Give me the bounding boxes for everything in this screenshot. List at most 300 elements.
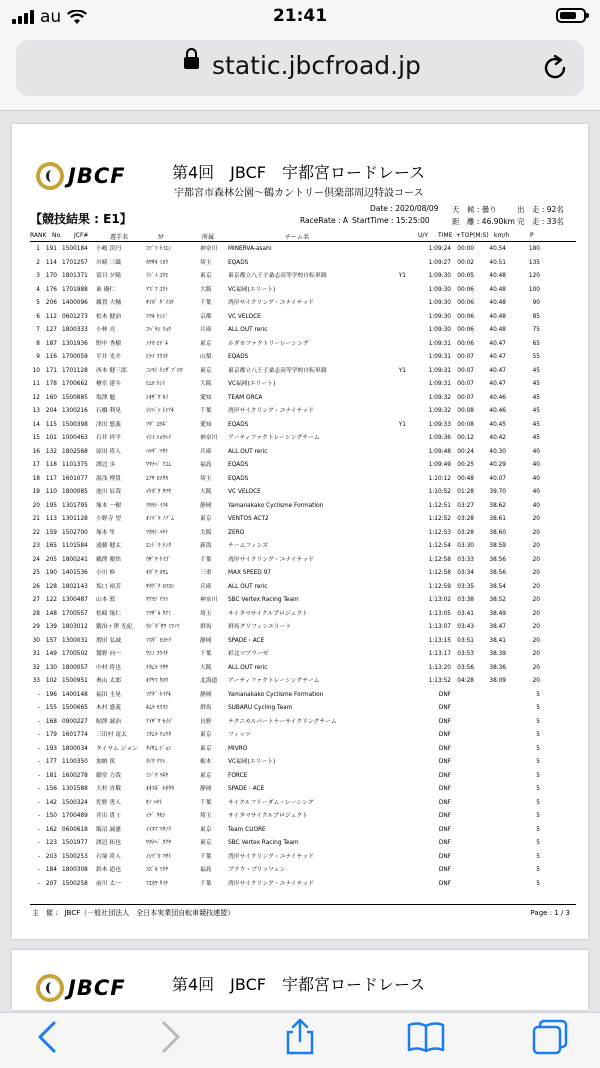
cell-bib: 165	[45, 543, 57, 549]
cell-points: 65	[532, 340, 540, 347]
cell-bib: 149	[45, 651, 57, 657]
cell-rank: 30	[32, 637, 40, 644]
cell-bib: 159	[45, 529, 57, 536]
cell-jcf-id: 1500324	[62, 799, 88, 806]
cell-speed: 38.59	[489, 543, 506, 549]
cell-jcf-id: 1301936	[62, 340, 88, 347]
cell-prefecture: 東京	[200, 840, 212, 846]
cell-speed: 40.47	[489, 354, 506, 360]
cell-prefecture: 福島	[200, 867, 212, 873]
cell-bib: 122	[45, 597, 57, 603]
cell-prefecture: 千葉	[200, 853, 212, 860]
cell-time: 1:09:30	[428, 273, 451, 279]
cell-team: 群馬グリフィンエリート	[228, 624, 292, 630]
cell-time: DNF	[438, 732, 451, 738]
cell-rider-kana: ｲｹｶﾞﾜ ﾀﾂﾔ	[146, 489, 172, 495]
cell-team: 湾岸サイクリング・ユナイテッド	[228, 556, 314, 563]
cell-speed: 40.48	[489, 313, 506, 320]
cell-jcf-id: 1700489	[62, 813, 88, 819]
cell-rider-name: 三田村 竜太	[96, 732, 127, 738]
cell-prefecture: 大阪	[200, 489, 212, 495]
cell-prefecture: 兵庫	[200, 327, 212, 333]
cell-jcf-id: 1300031	[62, 637, 88, 644]
cell-team: VC福岡(エリート)	[228, 759, 276, 765]
cell-team: VC福岡(エリート)	[228, 381, 276, 387]
cell-jcf-id: 1700662	[62, 381, 88, 387]
cell-prefecture: 神奈川	[200, 435, 218, 441]
cell-points: 100	[528, 286, 540, 293]
race-date: Date : 2020/08/09	[370, 204, 439, 213]
cell-prefecture: 神奈川	[200, 597, 218, 603]
cell-points: 5	[536, 745, 540, 752]
cell-jcf-id: 1800333	[62, 327, 88, 333]
table-row	[30, 648, 576, 662]
cell-rider-kana: ﾀｲｻﾑ ｼﾞｮﾝ	[146, 745, 172, 752]
cell-bib: 130	[45, 664, 57, 671]
cell-rider-kana: ﾄﾄﾞﾒ ﾕｳﾋ	[146, 273, 169, 279]
jbcf-logo	[36, 162, 126, 190]
cell-time: 1:09:32	[428, 408, 451, 414]
tabs-icon[interactable]	[530, 1017, 570, 1057]
cell-rider-name: 野中 秀樹	[96, 340, 122, 347]
cell-rank: -	[37, 732, 40, 738]
cell-bib: 191	[45, 246, 57, 252]
table-row	[30, 864, 576, 878]
table-row	[30, 797, 576, 811]
cell-points: 135	[528, 259, 540, 266]
table-row	[30, 378, 576, 392]
table-row	[30, 540, 576, 554]
cell-gap: 00:25	[457, 462, 474, 468]
cell-rank: 2	[36, 259, 40, 266]
table-row	[30, 743, 576, 757]
cell-time: 1:12:53	[428, 529, 451, 536]
cell-team: SBC Vertex Racing Team	[228, 597, 299, 603]
logo-text-2: JBCF	[68, 976, 126, 1000]
cell-team: ALL OUT reric	[228, 448, 268, 455]
cell-gap: 03:30	[457, 543, 474, 549]
share-icon[interactable]	[280, 1017, 320, 1057]
cell-gap: 03:43	[457, 624, 474, 630]
cell-rider-kana: ﾏｽﾀﾞ ﾋﾛﾅﾘ	[146, 637, 172, 644]
cell-points: 45	[532, 381, 540, 387]
table-row	[30, 365, 576, 379]
cell-speed: 40.48	[489, 327, 506, 333]
cell-jcf-id: 1101584	[62, 543, 88, 549]
cell-jcf-id: 0600618	[62, 826, 88, 833]
table-row	[30, 675, 576, 689]
cell-rank: 31	[32, 651, 40, 657]
cell-rank: 9	[36, 354, 40, 360]
cell-rider-kana: ﾅｶﾑﾗ ﾏｻﾔ	[146, 664, 169, 671]
cell-team: Team CUORE	[228, 826, 266, 833]
cell-rank: -	[37, 718, 40, 725]
table-row	[30, 311, 576, 325]
table-row	[30, 500, 576, 514]
bookmarks-icon[interactable]	[406, 1017, 446, 1057]
cell-time: 1:09:24	[428, 246, 451, 252]
cell-speed: 40.30	[489, 448, 506, 455]
cell-jcf-id: 1300487	[62, 597, 88, 603]
cell-team: チームフィンズ	[228, 543, 268, 549]
cell-rider-name: 平井 光介	[96, 354, 122, 360]
col-no: No.	[52, 232, 62, 239]
table-row	[30, 243, 576, 257]
cell-points: 20	[532, 678, 540, 684]
cell-rider-name: 石橋 利晃	[96, 408, 122, 414]
cell-points: 5	[536, 718, 540, 725]
cell-rank: 12	[32, 394, 40, 401]
cell-points: 5	[536, 759, 540, 765]
cell-rider-kana: ｳｻﾞﾜ ｹｲｺﾞ	[146, 556, 172, 563]
cell-jcf-id: 1500184	[62, 246, 88, 252]
cell-speed: 38.62	[489, 502, 506, 509]
cell-speed: 40.51	[489, 259, 506, 266]
table-row	[30, 608, 576, 622]
cell-bib: 156	[45, 786, 57, 792]
cell-points: 20	[532, 624, 540, 630]
cell-points: 20	[532, 516, 540, 522]
cell-rider-kana: ﾔﾏﾓﾄ ｱﾂｼ	[146, 597, 169, 603]
cell-time: 1:13:05	[428, 610, 451, 617]
cell-rider-name: 松崎 琢仁	[96, 610, 122, 617]
cell-rider-name: 鍛治ヶ澤 光紀	[96, 624, 133, 630]
cell-jcf-id: 1300216	[62, 408, 88, 414]
cell-rider-name: 御堂 力哉	[96, 772, 122, 779]
cell-time: 1:09:31	[428, 381, 451, 387]
cell-time: DNF	[438, 705, 451, 711]
table-row	[30, 351, 576, 365]
cell-speed: 38.39	[489, 651, 506, 657]
cell-team: SBC Vertex Racing Team	[228, 840, 299, 846]
cell-team: 湾岸サイクリング・ユナイテッド	[228, 853, 314, 860]
cell-rank: -	[37, 772, 40, 779]
cell-bib: 176	[45, 286, 57, 293]
cell-speed: 39.70	[489, 489, 506, 495]
cell-prefecture: 埼玉	[200, 259, 212, 266]
cell-gap: 00:12	[457, 435, 474, 441]
cell-rank: -	[37, 705, 40, 711]
footer-divider	[30, 904, 576, 905]
col-rank: RANK	[30, 232, 47, 239]
cell-uy: Y1	[398, 367, 406, 374]
cell-points: 20	[532, 637, 540, 644]
cell-time: DNF	[438, 691, 451, 698]
cell-jcf-id: 1800241	[62, 556, 88, 563]
cell-rank: 27	[32, 597, 40, 603]
cell-team: EQADS	[228, 259, 249, 266]
cell-bib: 148	[45, 610, 57, 617]
table-row	[30, 716, 576, 730]
cell-rider-kana: ﾜｼﾉ ｺｳｲﾁ	[146, 651, 169, 657]
cell-points: 5	[536, 705, 540, 711]
cell-prefecture: 東京	[200, 516, 212, 522]
cell-bib: 196	[45, 691, 57, 698]
cell-time: DNF	[438, 799, 451, 806]
address-bar[interactable]	[16, 40, 584, 96]
cell-points: 20	[532, 583, 540, 590]
back-icon[interactable]	[28, 1017, 68, 1057]
url-text: static.jbcfroad.jp	[212, 51, 421, 80]
cell-gap: 03:34	[457, 570, 474, 576]
cell-points: 90	[532, 300, 540, 306]
cell-gap: 00:05	[457, 273, 474, 279]
lock-icon	[184, 57, 199, 69]
cell-time: 1:13:07	[428, 624, 451, 630]
cell-points: 5	[536, 826, 540, 833]
cell-prefecture: 東京	[200, 273, 212, 279]
cell-time: 1:10:12	[428, 475, 451, 482]
cell-bib: 155	[45, 705, 57, 711]
cell-team: EQADS	[228, 475, 249, 482]
results-heading: 【競技結果 : E1】	[30, 212, 132, 226]
cell-speed: 38.47	[489, 624, 506, 630]
cell-jcf-id: 1500258	[62, 880, 88, 887]
cell-points: 20	[532, 610, 540, 617]
cell-time: DNF	[438, 813, 451, 819]
cell-bib: 184	[45, 867, 57, 873]
table-row	[30, 446, 576, 460]
cell-prefecture: 山梨	[200, 354, 212, 360]
cell-points: 20	[532, 664, 540, 671]
carrier-label: au	[40, 7, 62, 27]
cell-jcf-id: 1500398	[62, 421, 88, 428]
cell-bib: 162	[45, 826, 57, 833]
cell-speed: 40.47	[489, 367, 506, 374]
cell-time: 1:09:32	[428, 394, 451, 401]
cell-points: 5	[536, 867, 540, 873]
table-row	[30, 689, 576, 703]
cell-prefecture: 大阪	[200, 664, 212, 671]
cell-rank: 15	[32, 435, 40, 441]
table-row	[30, 513, 576, 527]
cell-team: MINERVA-asahi	[228, 246, 272, 252]
cell-rank: 6	[36, 313, 40, 320]
cell-prefecture: 東京	[200, 772, 212, 779]
cell-bib: 168	[45, 718, 57, 725]
cell-rider-name: 石井 祥平	[96, 435, 122, 441]
col-jcf: JCF#	[74, 232, 89, 239]
cell-jcf-id: 1700557	[62, 610, 88, 617]
cell-speed: 38.09	[489, 678, 506, 684]
cell-rank: 22	[32, 529, 40, 536]
cell-jcf-id: 1600278	[62, 772, 88, 779]
cell-gap: 04:28	[457, 678, 474, 684]
jbcf-logo-2	[36, 974, 126, 1002]
cell-prefecture: 長野	[200, 718, 212, 725]
cell-rank: 5	[36, 300, 40, 306]
table-row	[30, 473, 576, 487]
cell-rider-kana: ｶﾜｻｷ ﾐｵﾘ	[146, 259, 169, 266]
table-row	[30, 297, 576, 311]
cell-rider-name: 増田 弘誠	[96, 637, 122, 644]
table-row	[30, 621, 576, 635]
cell-rank: -	[37, 786, 40, 792]
table-row	[30, 567, 576, 581]
cell-rider-name: 小野寺 望	[96, 516, 122, 522]
cell-jcf-id: 1400148	[62, 691, 88, 698]
cell-team: サイタマサイクルプロジェクト	[228, 610, 308, 617]
cell-rider-kana: ﾐﾀﾑﾗ ﾘｭｳﾀ	[146, 732, 172, 738]
cell-speed: 40.54	[489, 246, 506, 252]
table-row	[30, 486, 576, 500]
cell-rider-kana: ｲｼﾊﾞｼ ﾄｼｱｷ	[146, 408, 174, 414]
cell-rider-kana: ｱｽﾞﾏ ﾕｳﾄ	[146, 286, 169, 293]
cell-prefecture: 愛知	[200, 394, 212, 401]
col-gap: +TOP(M:S)	[456, 232, 489, 239]
results-column-headers	[30, 231, 576, 242]
cell-rank: 1	[36, 246, 40, 252]
cell-team: ブラウ・ブリッツェン	[228, 867, 286, 873]
cell-speed: 38.61	[489, 516, 506, 522]
cell-time: 1:09:33	[428, 421, 451, 428]
cell-speed: 38.52	[489, 597, 506, 603]
cell-speed: 38.54	[489, 583, 506, 590]
cell-gap: 01:28	[457, 489, 474, 495]
table-row	[30, 851, 576, 865]
cell-gap: 03:38	[457, 597, 474, 603]
cell-rank: 20	[32, 502, 40, 509]
cell-time: 1:09:31	[428, 354, 451, 360]
cell-rider-name: 塚本 一樹	[96, 502, 122, 509]
cell-team: ALL OUT reric	[228, 327, 268, 333]
table-row	[30, 257, 576, 271]
cell-points: 180	[528, 246, 540, 252]
col-prefecture: 所属	[202, 234, 215, 241]
cell-uy: Y1	[398, 421, 406, 428]
cell-bib: 117	[45, 475, 57, 482]
cell-prefecture: 東京	[200, 826, 212, 833]
cell-jcf-id: 1601774	[62, 732, 88, 738]
cell-rider-kana: ﾌｸﾀﾞ ｹｲｱｷ	[146, 691, 172, 698]
cell-team: MIVRO	[228, 745, 248, 752]
cell-rider-name: 松木 健治	[96, 313, 122, 320]
cell-team: 東京都立八王子桑志高等学校自転車競	[228, 367, 327, 374]
status-bar	[0, 0, 600, 36]
cell-rider-kana: ｶｼﾞｶﾞｻﾜ ﾐﾂﾉﾘ	[146, 624, 180, 630]
table-row	[30, 702, 576, 716]
cell-prefecture: 神奈川	[200, 246, 218, 252]
cell-gap: 00:24	[457, 448, 474, 455]
cell-rider-kana: ﾋﾑﾛ ｹﾝﾄ	[146, 381, 166, 387]
cell-gap: 00:06	[457, 286, 474, 293]
cell-jcf-id: 1500253	[62, 853, 88, 860]
cell-rider-name: 雑賀 大輔	[96, 300, 122, 306]
cell-gap: 03:51	[457, 637, 474, 644]
cell-team: VC VELOCE	[228, 489, 261, 495]
race-venue: 宇都宮市森林公園～鶴カントリー倶楽部周辺特設コース	[174, 188, 424, 199]
cell-rider-name: 鷲野 向一	[96, 651, 122, 657]
race-distance: 距 離 : 46.90km	[452, 217, 515, 226]
cell-team: 彩北ツブラーゼ	[228, 651, 269, 657]
cell-points: 45	[532, 408, 540, 414]
cell-time: DNF	[438, 786, 451, 792]
cell-time: DNF	[438, 718, 451, 725]
cell-speed: 40.46	[489, 394, 506, 401]
cell-bib: 179	[45, 732, 57, 738]
footer-page-number: Page : 1 / 3	[530, 909, 570, 917]
cell-bib: 113	[45, 516, 57, 522]
cell-jcf-id: 1700059	[62, 354, 88, 360]
cell-rider-name: 井出 貴士	[96, 813, 122, 819]
cell-gap: 00:07	[457, 367, 474, 374]
cell-speed: 40.48	[489, 273, 506, 279]
cell-rank: 19	[32, 489, 40, 495]
col-team: チーム名	[285, 234, 310, 241]
cell-rider-kana: ﾂｶﾓﾄ ﾊﾔﾄ	[146, 529, 169, 536]
cell-team: SUBARU Cycling Team	[228, 705, 293, 711]
cell-time: DNF	[438, 880, 451, 887]
table-row	[30, 581, 576, 595]
cell-rider-name: 小川 修	[96, 570, 116, 576]
table-row	[30, 459, 576, 473]
cell-time: 1:09:48	[428, 448, 451, 455]
cell-bib: 160	[45, 394, 57, 401]
cell-prefecture: 千葉	[200, 300, 212, 306]
cell-jcf-id: 1800085	[62, 489, 88, 495]
cell-rank: 7	[36, 327, 40, 333]
cell-rider-kana: ｵｶﾞﾜ ｵｻﾑ	[146, 570, 169, 576]
cell-bib: 206	[45, 300, 57, 306]
cell-rider-name: 東 優仁	[96, 286, 116, 293]
reload-icon[interactable]	[540, 53, 570, 83]
cell-rider-name: 津田 悠義	[96, 421, 122, 428]
cell-rider-name: 川崎 三織	[96, 259, 122, 266]
cell-points: 45	[532, 367, 540, 374]
cell-speed: 40.47	[489, 340, 506, 347]
cell-team: ALL OUT reric	[228, 583, 268, 590]
cell-prefecture: 新潟	[200, 543, 212, 549]
cell-speed: 38.41	[489, 637, 506, 644]
cell-time: 1:12:54	[428, 543, 451, 549]
table-row	[30, 284, 576, 298]
cell-time: 1:13:20	[428, 664, 451, 671]
cell-bib: 205	[45, 556, 57, 563]
cell-rank: 18	[32, 475, 40, 482]
cell-rider-kana: ｵｵｽｷﾞ ﾅｵﾀｶ	[146, 786, 174, 792]
cell-team: FORCE	[228, 772, 248, 779]
cell-rider-name: 西本 健三郎	[96, 367, 127, 374]
cell-time: 1:09:49	[428, 462, 451, 468]
cell-rider-kana: ｱｲｻﾞﾜ ｾｲｼﾞ	[146, 718, 174, 725]
cell-team: ホダカファクトリーレーシング	[228, 340, 309, 347]
cell-rider-kana: ﾂﾀﾞ ﾕｳｷﾞ	[146, 421, 169, 428]
race-weather: 天 候 : 曇り	[452, 205, 497, 214]
cell-speed: 40.48	[489, 300, 506, 306]
race-finishers: 完 走 : 33名	[517, 217, 564, 226]
cell-rider-name: 石塚 将人	[96, 853, 122, 860]
cell-rider-kana: ｽｽﾞｷ ﾐﾁﾔ	[146, 867, 169, 873]
logo-text: JBCF	[68, 164, 126, 188]
cell-bib: 170	[45, 273, 57, 279]
cell-points: 5	[536, 772, 540, 779]
forward-icon[interactable]	[150, 1017, 190, 1057]
table-row	[30, 554, 576, 568]
cell-speed: 40.42	[489, 435, 506, 441]
cell-rider-kana: ｻﾉ ﾊﾔﾄ	[146, 799, 163, 806]
col-speed: km/h	[494, 232, 510, 239]
cell-points: 20	[532, 597, 540, 603]
cell-rank: 29	[32, 624, 40, 630]
cell-points: 20	[532, 651, 540, 657]
cell-gap: 00:00	[457, 246, 474, 252]
table-row	[30, 419, 576, 433]
cell-team: 湾岸サイクリング・ユナイテッド	[228, 408, 314, 414]
cell-rank: 21	[32, 516, 40, 522]
cell-rider-name: 山本 敦	[96, 597, 116, 603]
cell-gap: 00:07	[457, 381, 474, 387]
cell-jcf-id: 1701988	[62, 286, 88, 293]
